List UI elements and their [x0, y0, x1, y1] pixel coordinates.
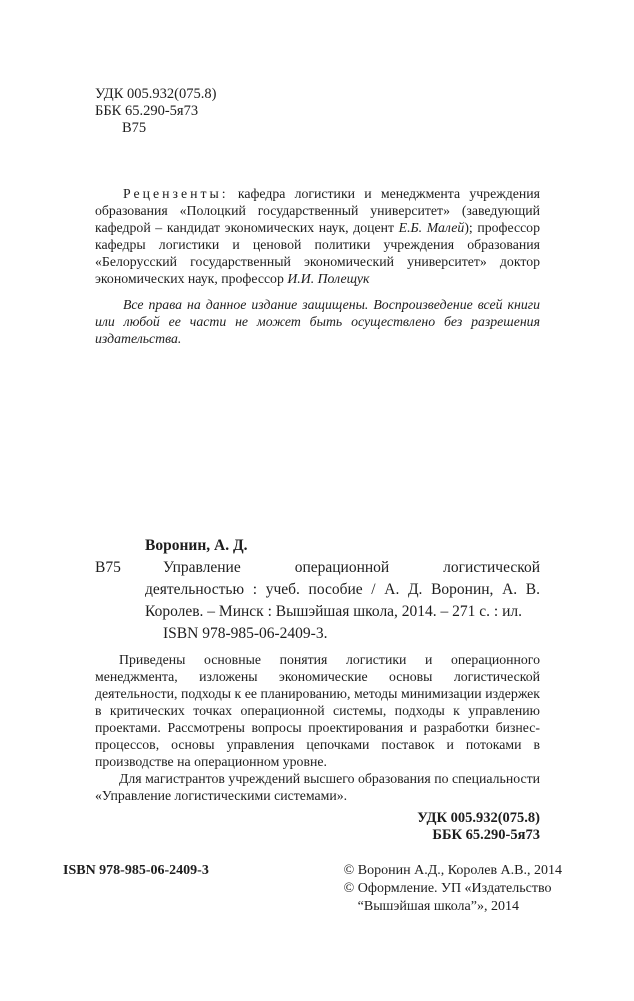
footer-isbn: ISBN 978-985-06-2409-3	[63, 863, 209, 878]
bbk-code: ББК 65.290-5я73	[95, 103, 199, 119]
catalog-code: В75	[95, 559, 121, 576]
footer-udk-code: УДК 005.932(075.8)	[417, 810, 540, 826]
annotation-block	[95, 651, 540, 804]
copyright-block	[344, 862, 562, 916]
reviewers-text-1: кафедра логистики и менеджмента учреждения образования «Полоцкий государственный университет» (заведующий кафедрой – кандидат экономических наук, доцент	[95, 186, 540, 235]
reviewers-label: Рецензенты:	[123, 186, 229, 201]
header-codes	[95, 86, 540, 137]
reviewer-name-1: Е.Б. Малей	[398, 220, 465, 235]
reviewer-name-2: И.И. Полещук	[287, 271, 370, 286]
reviewers-text-2: ); профессор кафедры логистики и ценовой политики учреждения образования «Белорусский государственный экономический университет» доктор экономических наук, профессор	[95, 220, 540, 286]
catalog-body	[95, 557, 540, 645]
catalog-isbn: ISBN 978-985-06-2409-3.	[163, 625, 328, 642]
footer-row	[63, 862, 562, 916]
udk-code: УДК 005.932(075.8)	[95, 86, 217, 102]
author-sign-code: В75	[122, 120, 147, 136]
footer-codes	[95, 810, 540, 844]
catalog-description: Управление операционной логистической деятельностью : учеб. пособие / А. Д. Воронин, А. В. Королев. – Минск : Вышэйшая школа, 2014. – 271 с. : ил.	[145, 559, 540, 620]
copyright-design-line-2: “Вышэйшая школа”», 2014	[357, 899, 519, 914]
catalog-entry	[95, 535, 540, 645]
annotation-paragraph-2: Для магистрантов учреждений высшего образования по специальности «Управление логистическими системами».	[95, 771, 540, 803]
reviewers-paragraph	[95, 185, 540, 287]
copyright-design-line-1: © Оформление. УП «Издательство	[343, 881, 552, 896]
rights-notice: Все права на данное издание защищены. Воспроизведение всей книги или любой ее части не может быть осуществлено без разрешения издательства.	[95, 297, 540, 346]
catalog-author: Воронин, А. Д.	[145, 537, 248, 554]
footer-bbk-code: ББК 65.290-5я73	[432, 827, 540, 843]
annotation-paragraph-1: Приведены основные понятия логистики и операционного менеджмента, изложены экономические основы логистической деятельности, подходы к ее планированию, методы минимизации издержек в критических точках операционной системы, подходы к управлению проектами. Рассмотрены вопросы проектирования и разработки бизнес-процессов, основы управления цепочками поставок и потоками в производстве на операционном уровне.	[95, 652, 540, 769]
copyright-authors: © Воронин А.Д., Королев А.В., 2014	[343, 863, 562, 878]
